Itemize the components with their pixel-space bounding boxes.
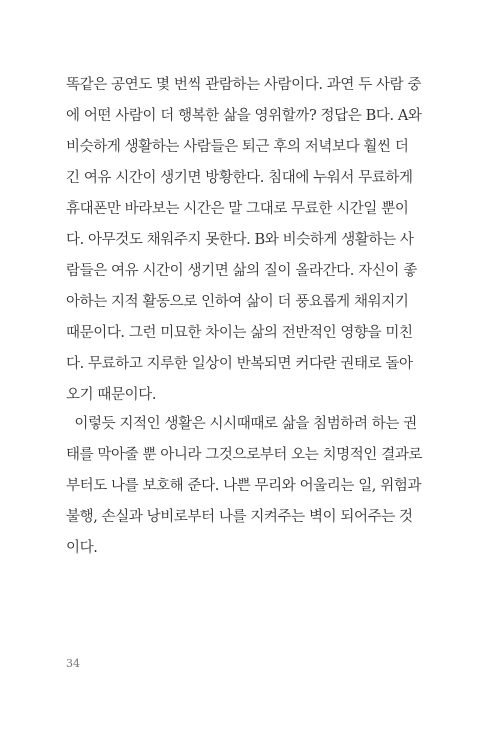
text-line: 이다. [66,540,98,556]
text-line: 때문이다. 그런 미묘한 차이는 삶의 전반적인 영향을 미친 [66,325,413,341]
text-line: 태를 막아줄 뿐 아니라 그것으로부터 오는 치명적인 결과로 [66,447,423,463]
text-line: 람들은 여유 시간이 생기면 삶의 질이 올라간다. 자신이 좋 [66,263,417,279]
text-line: 다. 아무것도 채워주지 못한다. B와 비슷하게 생활하는 사 [66,232,414,248]
paragraph-1 [66,70,436,411]
paragraph-2 [66,409,436,564]
page-number: 34 [66,657,80,670]
text-line: 똑같은 공연도 몇 번씩 관람하는 사람이다. 과연 두 사람 중 [66,77,422,93]
text-line: 부터도 나를 보호해 준다. 나쁜 무리와 어울리는 일, 위험과 [66,478,422,494]
text-line: 아하는 지적 활동으로 인하여 삶이 더 풍요롭게 채워지기 [66,294,409,310]
text-line: 불행, 손실과 낭비로부터 나를 지켜주는 벽이 되어주는 것 [66,509,413,525]
text-line: 휴대폰만 바라보는 시간은 말 그대로 무료한 시간일 뿐이 [66,201,409,217]
text-line: 오기 때문이다. [66,387,157,403]
text-line: 에 어떤 사람이 더 행복한 삶을 영위할까? 정답은 B다. A와 [66,108,422,124]
text-line: 이렇듯 지적인 생활은 시시때때로 삶을 침범하려 하는 권 [66,416,417,432]
text-line: 긴 여유 시간이 생기면 방황한다. 침대에 누워서 무료하게 [66,170,413,186]
text-line: 비슷하게 생활하는 사람들은 퇴근 후의 저녁보다 훨씬 더 [66,139,409,155]
text-line: 다. 무료하고 지루한 일상이 반복되면 커다란 권태로 돌아 [66,356,413,372]
